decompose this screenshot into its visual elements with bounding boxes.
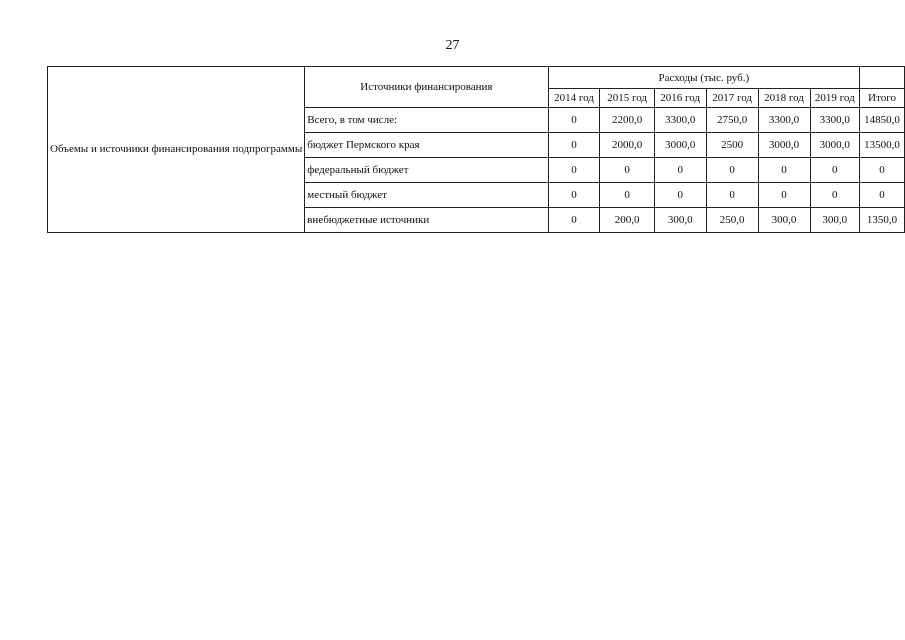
amount-cell: 250,0: [706, 208, 758, 233]
amount-cell: 2200,0: [600, 108, 654, 133]
year-header: 2018 год: [758, 89, 810, 108]
funding-source-label: местный бюджет: [305, 183, 548, 208]
year-header: 2019 год: [810, 89, 860, 108]
funding-source-label: внебюджетные источники: [305, 208, 548, 233]
amount-cell: 3300,0: [810, 108, 860, 133]
expenses-header: Расходы (тыс. руб.): [548, 67, 860, 89]
amount-cell: 300,0: [654, 208, 706, 233]
amount-cell: 1350,0: [860, 208, 905, 233]
amount-cell: 2000,0: [600, 133, 654, 158]
amount-cell: 3000,0: [810, 133, 860, 158]
amount-cell: 0: [548, 133, 600, 158]
year-header: 2014 год: [548, 89, 600, 108]
amount-cell: 0: [548, 183, 600, 208]
amount-cell: 0: [600, 183, 654, 208]
amount-cell: 14850,0: [860, 108, 905, 133]
amount-cell: 3000,0: [758, 133, 810, 158]
amount-cell: 300,0: [758, 208, 810, 233]
amount-cell: 0: [810, 158, 860, 183]
amount-cell: 0: [548, 108, 600, 133]
amount-cell: 0: [810, 183, 860, 208]
amount-cell: 0: [654, 183, 706, 208]
amount-cell: 0: [706, 158, 758, 183]
amount-cell: 13500,0: [860, 133, 905, 158]
amount-cell: 0: [860, 183, 905, 208]
amount-cell: 3000,0: [654, 133, 706, 158]
page-number: 27: [445, 38, 460, 53]
amount-cell: 0: [548, 208, 600, 233]
amount-cell: 0: [600, 158, 654, 183]
amount-cell: 300,0: [810, 208, 860, 233]
blank-header-cell: [860, 67, 905, 89]
funding-source-label: Всего, в том числе:: [305, 108, 548, 133]
amount-cell: 3300,0: [654, 108, 706, 133]
funding-table: [47, 66, 905, 233]
amount-cell: 2750,0: [706, 108, 758, 133]
year-header: Итого: [860, 89, 905, 108]
amount-cell: 0: [654, 158, 706, 183]
table-header-row: [48, 67, 905, 89]
amount-cell: 3300,0: [758, 108, 810, 133]
amount-cell: 0: [706, 183, 758, 208]
funding-source-label: федеральный бюджет: [305, 158, 548, 183]
funding-source-label: бюджет Пермского края: [305, 133, 548, 158]
year-header: 2016 год: [654, 89, 706, 108]
amount-cell: 0: [860, 158, 905, 183]
amount-cell: 2500: [706, 133, 758, 158]
amount-cell: 0: [758, 158, 810, 183]
year-header: 2015 год: [600, 89, 654, 108]
amount-cell: 0: [758, 183, 810, 208]
amount-cell: 200,0: [600, 208, 654, 233]
year-header: 2017 год: [706, 89, 758, 108]
amount-cell: 0: [548, 158, 600, 183]
sources-header: Источники финансирования: [305, 67, 548, 108]
subprogram-funding-label: Объемы и источники финансирования подпрограммы: [48, 67, 305, 233]
